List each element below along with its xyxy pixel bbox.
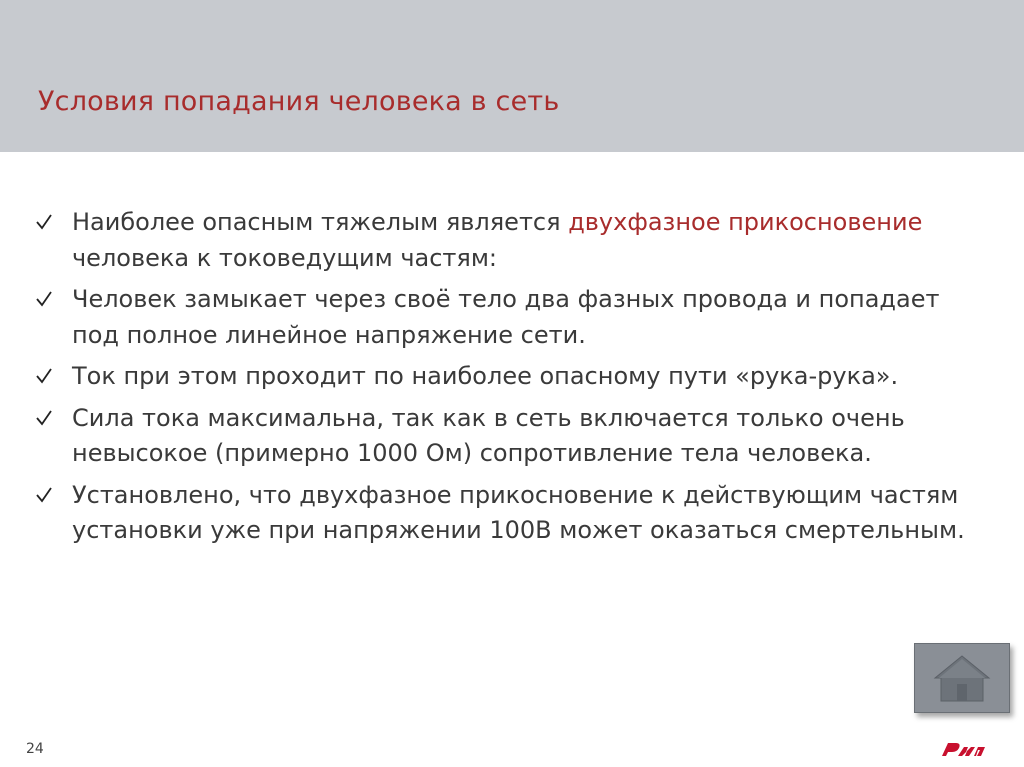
bullet-item (35, 478, 975, 549)
bullet-item (35, 282, 975, 353)
check-icon (35, 486, 53, 504)
bullet-list (35, 205, 975, 555)
bullet-text: Ток при этом проходит по наиболее опасному пути «рука-рука». (72, 362, 899, 390)
check-icon (35, 213, 53, 231)
bullet-text: Установлено, что двухфазное прикосновение к действующим частям установки уже при напряжении 100В может оказаться смертельным. (72, 480, 965, 544)
bullet-text: Человек замыкает через своё тело два фазных провода и попадает под полное линейное напряжение сети. (72, 285, 940, 349)
brand-logo (938, 738, 992, 760)
page-number: 24 (26, 741, 44, 757)
home-button[interactable] (914, 643, 1010, 713)
bullet-text: Сила тока максимальна, так как в сеть включается только очень невысокое (примерно 1000 Ом) сопротивление тела человека. (72, 403, 905, 467)
header-band (0, 0, 1024, 152)
highlighted-term: двухфазное прикосновение (568, 208, 923, 236)
bullet-item (35, 401, 975, 472)
bullet-item (35, 359, 975, 395)
home-icon (915, 644, 1009, 712)
check-icon (35, 367, 53, 385)
check-icon (35, 290, 53, 308)
bullet-text (72, 208, 922, 272)
bullet-item (35, 205, 975, 276)
slide-title: Условия попадания человека в сеть (38, 86, 560, 117)
bullet-text-part: Наиболее опасным тяжелым является (72, 208, 569, 236)
bullet-text-part: человека к токоведущим частям: (72, 243, 498, 272)
check-icon (35, 409, 53, 427)
